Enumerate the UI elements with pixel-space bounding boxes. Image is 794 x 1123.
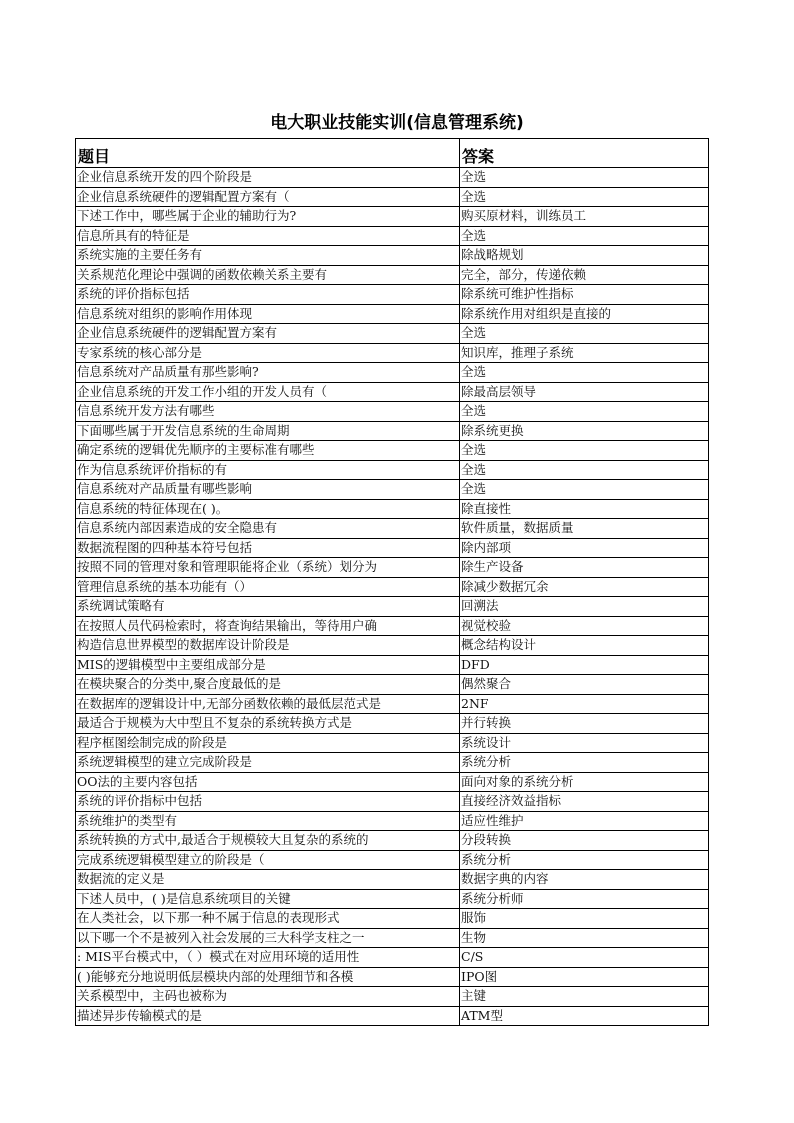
question-cell: 完成系统逻辑模型建立的阶段是（ bbox=[76, 850, 460, 870]
table-row bbox=[76, 967, 709, 987]
table-row bbox=[76, 831, 709, 851]
qa-table bbox=[75, 138, 709, 1026]
question-cell: 信息所具有的特征是 bbox=[76, 226, 460, 246]
question-cell: 以下哪一个不是被列入社会发展的三大科学支柱之一 bbox=[76, 928, 460, 948]
answer-cell: 2NF bbox=[460, 694, 709, 714]
table-body bbox=[76, 168, 709, 1026]
question-cell: 关系模型中，主码也被称为 bbox=[76, 987, 460, 1007]
answer-cell: 回溯法 bbox=[460, 597, 709, 617]
answer-cell: 分段转换 bbox=[460, 831, 709, 851]
table-row bbox=[76, 850, 709, 870]
table-row bbox=[76, 304, 709, 324]
table-header-row bbox=[76, 139, 709, 168]
question-cell: OO法的主要内容包括 bbox=[76, 772, 460, 792]
table-row bbox=[76, 187, 709, 207]
table-row bbox=[76, 792, 709, 812]
answer-cell: 全选 bbox=[460, 324, 709, 344]
table-row bbox=[76, 753, 709, 773]
question-cell: : MIS平台模式中，（ ）模式在对应用环境的适用性 bbox=[76, 948, 460, 968]
answer-cell: 全选 bbox=[460, 441, 709, 461]
question-cell: 在模块聚合的分类中,聚合度最低的是 bbox=[76, 675, 460, 695]
question-cell: 作为信息系统评价指标的有 bbox=[76, 460, 460, 480]
answer-cell: 面向对象的系统分析 bbox=[460, 772, 709, 792]
table-row bbox=[76, 538, 709, 558]
table-row bbox=[76, 363, 709, 383]
answer-cell: DFD bbox=[460, 655, 709, 675]
question-cell: 信息系统对组织的影响作用体现 bbox=[76, 304, 460, 324]
answer-cell: 全选 bbox=[460, 363, 709, 383]
answer-cell: 购买原材料，训练员工 bbox=[460, 207, 709, 227]
table-row bbox=[76, 168, 709, 188]
answer-cell: 全选 bbox=[460, 402, 709, 422]
table-row bbox=[76, 460, 709, 480]
table-row bbox=[76, 889, 709, 909]
table-row bbox=[76, 870, 709, 890]
question-cell: ( )能够充分地说明低层模块内部的处理细节和各模 bbox=[76, 967, 460, 987]
question-cell: 描述异步传输模式的是 bbox=[76, 1006, 460, 1026]
question-cell: 在按照人员代码检索时，将查询结果输出，等待用户确 bbox=[76, 616, 460, 636]
question-cell: 信息系统对产品质量有哪些影响 bbox=[76, 480, 460, 500]
answer-cell: 全选 bbox=[460, 480, 709, 500]
answer-cell: 全选 bbox=[460, 226, 709, 246]
table-row bbox=[76, 909, 709, 929]
table-row bbox=[76, 577, 709, 597]
question-cell: 企业信息系统硬件的逻辑配置方案有 bbox=[76, 324, 460, 344]
answer-cell: 除内部项 bbox=[460, 538, 709, 558]
answer-cell: 概念结构设计 bbox=[460, 636, 709, 656]
answer-cell: 除系统可维护性指标 bbox=[460, 285, 709, 305]
question-column-header: 题目 bbox=[76, 139, 460, 168]
question-cell: 企业信息系统的开发工作小组的开发人员有（ bbox=[76, 382, 460, 402]
question-cell: 企业信息系统开发的四个阶段是 bbox=[76, 168, 460, 188]
answer-cell: 除直接性 bbox=[460, 499, 709, 519]
answer-cell: 并行转换 bbox=[460, 714, 709, 734]
table-row bbox=[76, 811, 709, 831]
table-row bbox=[76, 324, 709, 344]
question-cell: 在人类社会，以下那一种不属于信息的表现形式 bbox=[76, 909, 460, 929]
question-cell: 系统实施的主要任务有 bbox=[76, 246, 460, 266]
question-cell: 数据流程图的四种基本符号包括 bbox=[76, 538, 460, 558]
answer-cell: C/S bbox=[460, 948, 709, 968]
answer-cell: 全选 bbox=[460, 187, 709, 207]
table-row bbox=[76, 616, 709, 636]
table-row bbox=[76, 558, 709, 578]
answer-cell: IPO图 bbox=[460, 967, 709, 987]
answer-column-header: 答案 bbox=[460, 139, 709, 168]
answer-cell: 系统分析 bbox=[460, 753, 709, 773]
table-row bbox=[76, 655, 709, 675]
answer-cell: 全选 bbox=[460, 460, 709, 480]
table-row bbox=[76, 1006, 709, 1026]
answer-cell: 偶然聚合 bbox=[460, 675, 709, 695]
question-cell: 系统逻辑模型的建立完成阶段是 bbox=[76, 753, 460, 773]
question-cell: 系统的评价指标中包括 bbox=[76, 792, 460, 812]
question-cell: 下述工作中，哪些属于企业的辅助行为? bbox=[76, 207, 460, 227]
answer-cell: 系统设计 bbox=[460, 733, 709, 753]
question-cell: 信息系统的特征体现在( )。 bbox=[76, 499, 460, 519]
question-cell: 系统调试策略有 bbox=[76, 597, 460, 617]
table-row bbox=[76, 928, 709, 948]
answer-cell: 系统分析师 bbox=[460, 889, 709, 909]
table-row bbox=[76, 480, 709, 500]
question-cell: 下面哪些属于开发信息系统的生命周期 bbox=[76, 421, 460, 441]
question-cell: 信息系统对产品质量有那些影响? bbox=[76, 363, 460, 383]
question-cell: 系统转换的方式中,最适合于规模较大且复杂的系统的 bbox=[76, 831, 460, 851]
table-row bbox=[76, 733, 709, 753]
table-row bbox=[76, 499, 709, 519]
answer-cell: 服饰 bbox=[460, 909, 709, 929]
table-row bbox=[76, 441, 709, 461]
question-cell: 确定系统的逻辑优先顺序的主要标准有哪些 bbox=[76, 441, 460, 461]
question-cell: 企业信息系统硬件的逻辑配置方案有（ bbox=[76, 187, 460, 207]
answer-cell: 软件质量，数据质量 bbox=[460, 519, 709, 539]
answer-cell: 适应性维护 bbox=[460, 811, 709, 831]
question-cell: 按照不同的管理对象和管理职能将企业（系统）划分为 bbox=[76, 558, 460, 578]
table-row bbox=[76, 636, 709, 656]
question-cell: 管理信息系统的基本功能有（） bbox=[76, 577, 460, 597]
answer-cell: 完全，部分，传递依赖 bbox=[460, 265, 709, 285]
table-row bbox=[76, 421, 709, 441]
table-row bbox=[76, 694, 709, 714]
table-row bbox=[76, 382, 709, 402]
question-cell: 下述人员中，( )是信息系统项目的关键 bbox=[76, 889, 460, 909]
answer-cell: 视觉校验 bbox=[460, 616, 709, 636]
answer-cell: 知识库，推理子系统 bbox=[460, 343, 709, 363]
question-cell: 信息系统内部因素造成的安全隐患有 bbox=[76, 519, 460, 539]
answer-cell: 系统分析 bbox=[460, 850, 709, 870]
question-cell: 系统的评价指标包括 bbox=[76, 285, 460, 305]
table-row bbox=[76, 246, 709, 266]
question-cell: 系统维护的类型有 bbox=[76, 811, 460, 831]
page-title: 电大职业技能实训(信息管理系统) bbox=[270, 113, 524, 133]
table-row bbox=[76, 402, 709, 422]
answer-cell: 生物 bbox=[460, 928, 709, 948]
answer-cell: 除系统更换 bbox=[460, 421, 709, 441]
answer-cell: 全选 bbox=[460, 168, 709, 188]
answer-cell: 除减少数据冗余 bbox=[460, 577, 709, 597]
table-row bbox=[76, 265, 709, 285]
table-row bbox=[76, 987, 709, 1007]
answer-cell: 主键 bbox=[460, 987, 709, 1007]
answer-cell: ATM型 bbox=[460, 1006, 709, 1026]
table-row bbox=[76, 285, 709, 305]
table-row bbox=[76, 226, 709, 246]
answer-cell: 除生产设备 bbox=[460, 558, 709, 578]
answer-cell: 除战略规划 bbox=[460, 246, 709, 266]
table-row bbox=[76, 675, 709, 695]
answer-cell: 直接经济效益指标 bbox=[460, 792, 709, 812]
table-row bbox=[76, 519, 709, 539]
table-row bbox=[76, 948, 709, 968]
question-cell: 数据流的定义是 bbox=[76, 870, 460, 890]
question-cell: 在数据库的逻辑设计中,无部分函数依赖的最低层范式是 bbox=[76, 694, 460, 714]
table-row bbox=[76, 207, 709, 227]
table-row bbox=[76, 772, 709, 792]
question-cell: 程序框图绘制完成的阶段是 bbox=[76, 733, 460, 753]
question-cell: 信息系统开发方法有哪些 bbox=[76, 402, 460, 422]
question-cell: 关系规范化理论中强调的函数依赖关系主要有 bbox=[76, 265, 460, 285]
answer-cell: 除系统作用对组织是直接的 bbox=[460, 304, 709, 324]
table-row bbox=[76, 597, 709, 617]
question-cell: 专家系统的核心部分是 bbox=[76, 343, 460, 363]
table-row bbox=[76, 714, 709, 734]
question-cell: MIS的逻辑模型中主要组成部分是 bbox=[76, 655, 460, 675]
question-cell: 构造信息世界模型的数据库设计阶段是 bbox=[76, 636, 460, 656]
answer-cell: 除最高层领导 bbox=[460, 382, 709, 402]
question-cell: 最适合于规模为大中型且不复杂的系统转换方式是 bbox=[76, 714, 460, 734]
answer-cell: 数据字典的内容 bbox=[460, 870, 709, 890]
table-row bbox=[76, 343, 709, 363]
